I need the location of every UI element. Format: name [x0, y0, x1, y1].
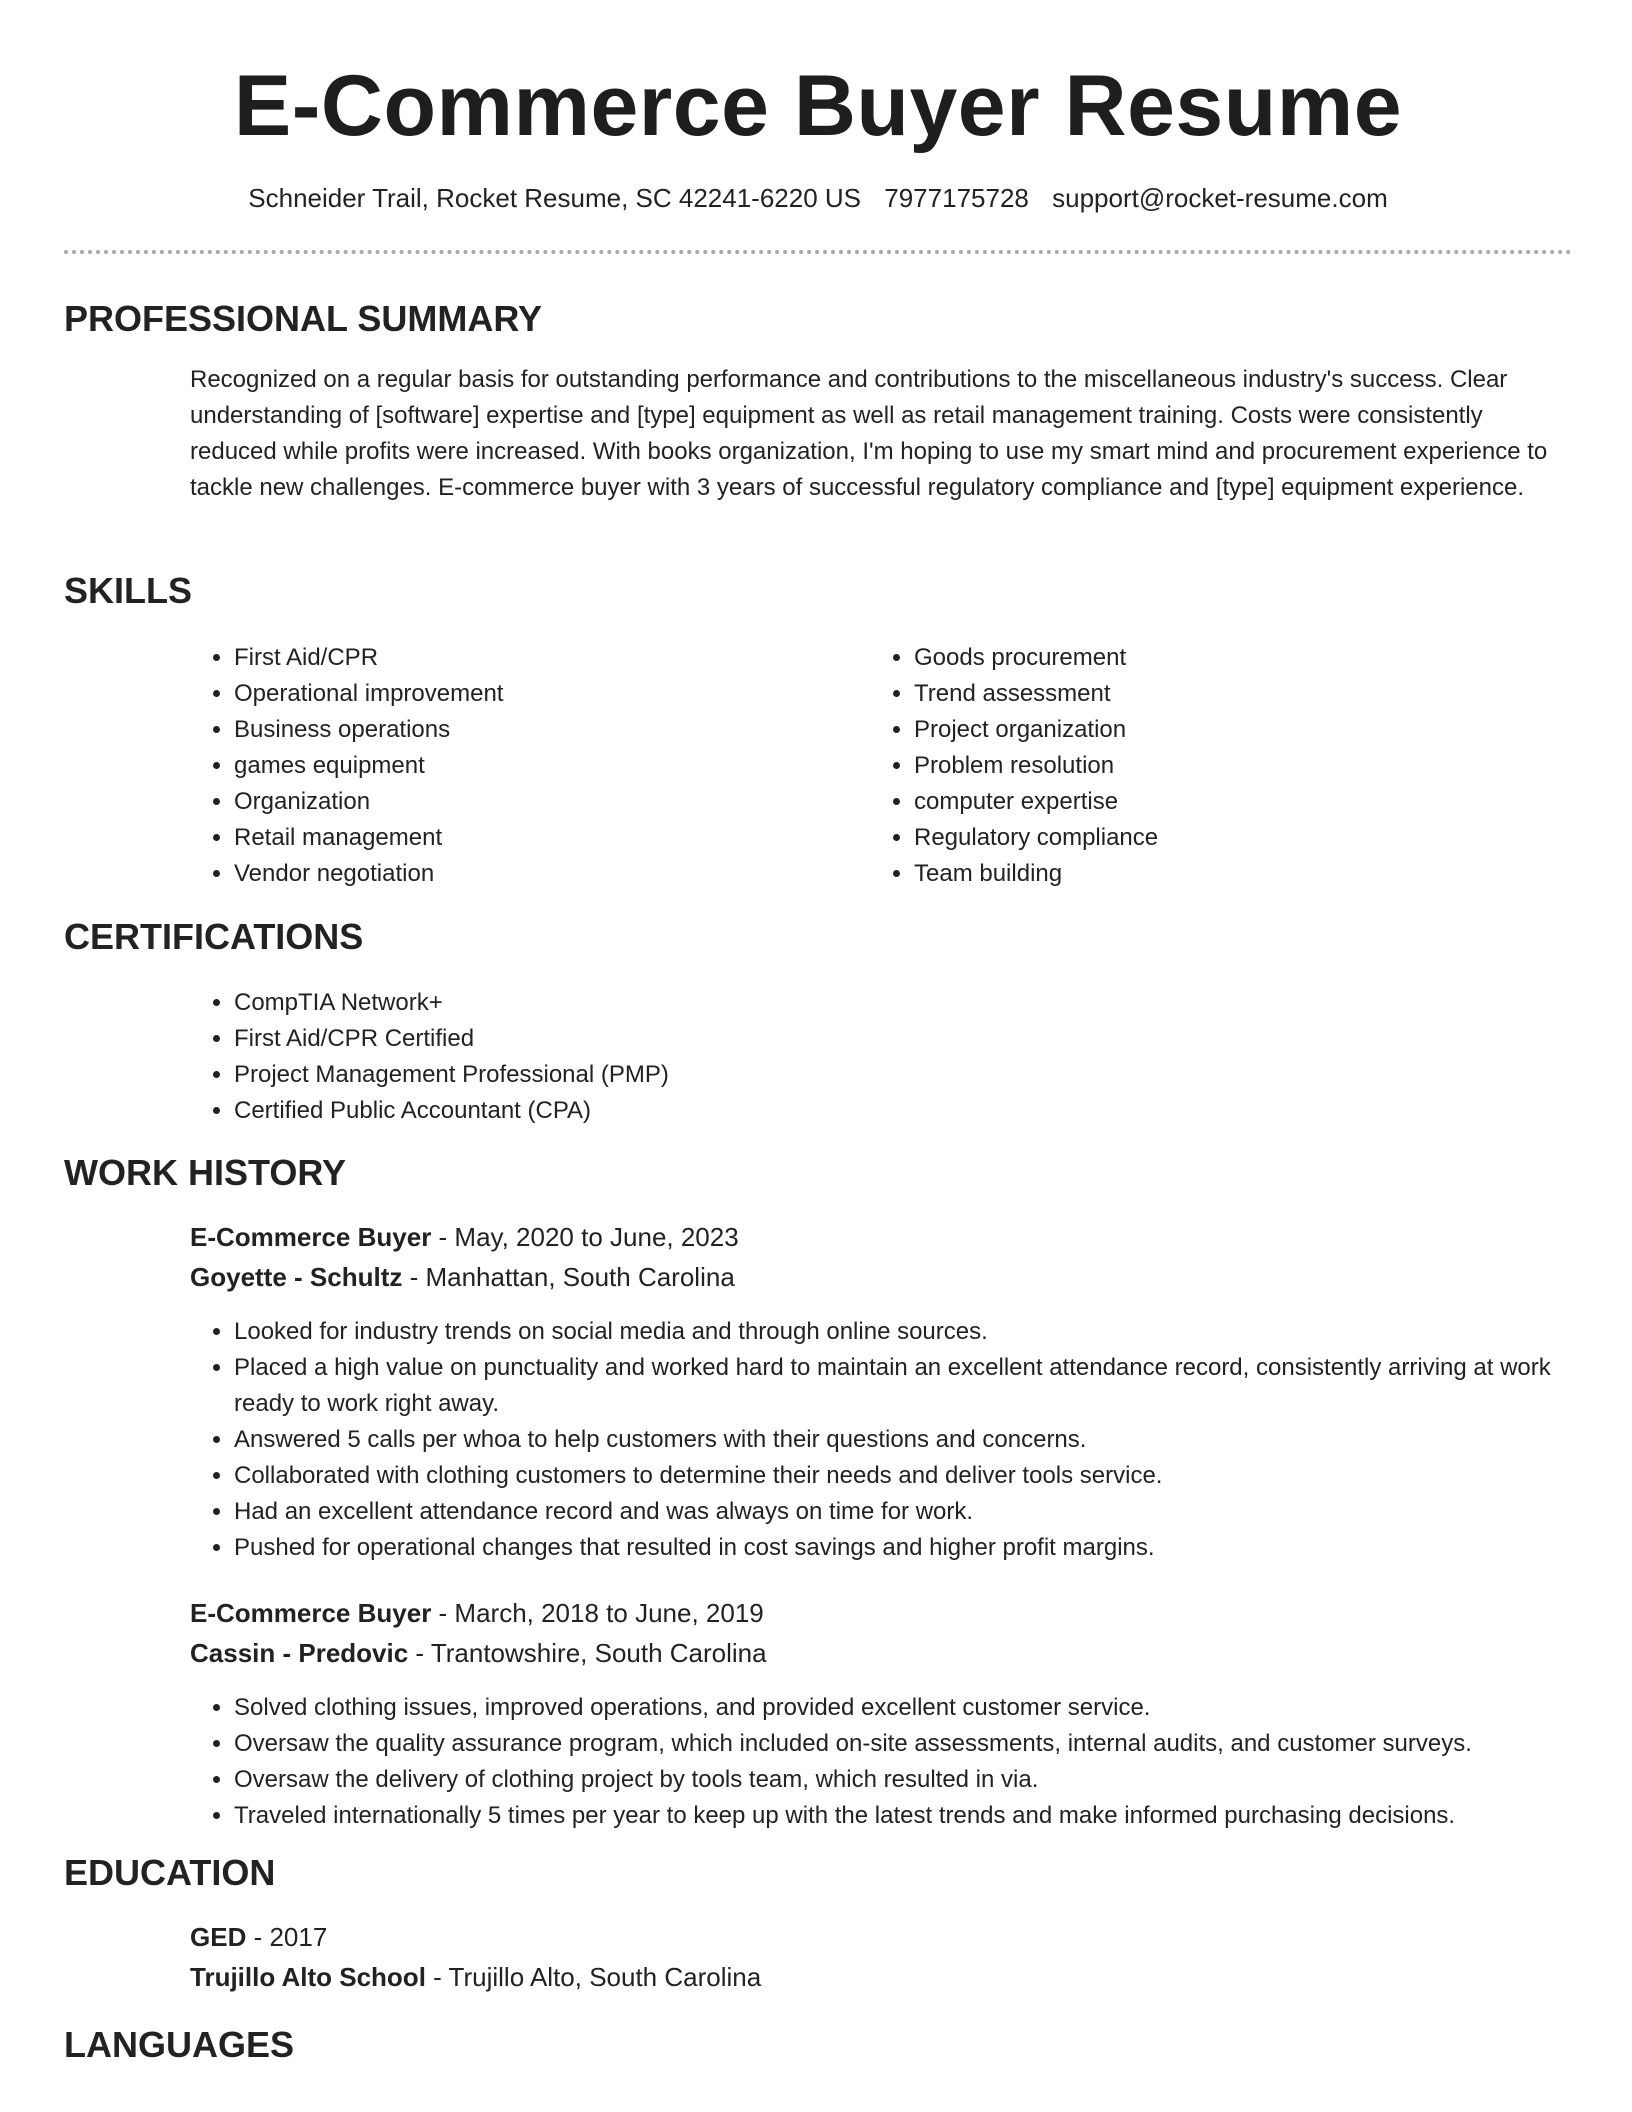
skill-item: • Business operations: [234, 712, 870, 748]
contact-line: [64, 182, 1572, 214]
summary-text: Recognized on a regular basis for outstanding performance and contributions to the miscellaneous industry's success. Clear understanding of [software] expertise and [type] equipment as well as retail management training. Costs were consistently reduced while profits were increased. With books organization, I'm hoping to use my smart mind and procurement experience to tackle new challenges. E-commerce buyer with 3 years of successful regulatory compliance and [type] equipment experience.: [190, 366, 1548, 501]
skill-item: • Goods procurement: [914, 640, 1550, 676]
resume-title: E-Commerce Buyer Resume: [233, 58, 1403, 154]
job-bullet: • Oversaw the delivery of clothing project by tools team, which resulted in via.: [234, 1762, 1572, 1798]
skill-item: • games equipment: [234, 748, 870, 784]
certification-item: • Certified Public Accountant (CPA): [234, 1093, 1572, 1129]
job-bullets: [190, 1314, 1572, 1566]
education-year: - 2017: [246, 1922, 328, 1952]
skill-item: • Retail management: [234, 820, 870, 856]
skill-item: • Regulatory compliance: [914, 820, 1550, 856]
job-bullet: • Placed a high value on punctuality and worked hard to maintain an excellent attendance record, consistently arriving at work ready to work right away.: [234, 1350, 1572, 1422]
job-bullet: • Solved clothing issues, improved operations, and provided excellent customer service.: [234, 1690, 1572, 1726]
skill-item: • First Aid/CPR: [234, 640, 870, 676]
job-company: Goyette - Schultz: [190, 1262, 403, 1292]
skill-item: • Organization: [234, 784, 870, 820]
job-company-line: [190, 1259, 735, 1295]
work-history-heading: WORK HISTORY: [64, 1152, 347, 1193]
header-divider: [64, 250, 1572, 254]
job-bullet: • Had an excellent attendance record and was always on time for work.: [234, 1494, 1572, 1530]
education-degree-line: [190, 1919, 327, 1955]
skills-column-left: [190, 640, 870, 892]
skill-item: • Trend assessment: [914, 676, 1550, 712]
skill-item: • Vendor negotiation: [234, 856, 870, 892]
education-school: Trujillo Alto School: [190, 1962, 426, 1992]
skill-item: • Operational improvement: [234, 676, 870, 712]
job-bullets: [190, 1690, 1572, 1834]
job-bullet: • Pushed for operational changes that resulted in cost savings and higher profit margins.: [234, 1530, 1572, 1566]
contact-phone: 7977175728: [884, 183, 1029, 213]
job-bullet: • Answered 5 calls per whoa to help customers with their questions and concerns.: [234, 1422, 1572, 1458]
job-company: Cassin - Predovic: [190, 1638, 409, 1668]
skill-item: • Problem resolution: [914, 748, 1550, 784]
summary-heading: PROFESSIONAL SUMMARY: [64, 298, 543, 339]
contact-email: support@rocket-resume.com: [1052, 183, 1388, 213]
certification-item: • Project Management Professional (PMP): [234, 1057, 1572, 1093]
job-title-line: [190, 1595, 764, 1631]
skill-item: • Team building: [914, 856, 1550, 892]
certification-item: • First Aid/CPR Certified: [234, 1021, 1572, 1057]
skills-heading: SKILLS: [64, 570, 193, 611]
skills-column-right: [870, 640, 1550, 892]
education-location: - Trujillo Alto, South Carolina: [425, 1962, 762, 1992]
certifications-list: [190, 985, 1572, 1129]
job-dates: - March, 2018 to June, 2019: [431, 1598, 764, 1628]
skill-item: • computer expertise: [914, 784, 1550, 820]
job-dates: - May, 2020 to June, 2023: [431, 1222, 739, 1252]
contact-address: Schneider Trail, Rocket Resume, SC 42241-6220 US: [248, 183, 862, 213]
job-title-line: [190, 1219, 739, 1255]
job-location: - Manhattan, South Carolina: [402, 1262, 735, 1292]
skills-list: [190, 640, 1572, 892]
education-heading: EDUCATION: [64, 1852, 276, 1893]
certifications-heading: CERTIFICATIONS: [64, 916, 364, 957]
languages-heading: LANGUAGES: [64, 2024, 295, 2065]
job-bullet: • Oversaw the quality assurance program, which included on-site assessments, internal audits, and customer surveys.: [234, 1726, 1572, 1762]
job-bullet: • Traveled internationally 5 times per year to keep up with the latest trends and make informed purchasing decisions.: [234, 1798, 1572, 1834]
education-degree: GED: [190, 1922, 247, 1952]
job-bullet: • Collaborated with clothing customers to determine their needs and deliver tools service.: [234, 1458, 1572, 1494]
job-bullet: • Looked for industry trends on social media and through online sources.: [234, 1314, 1572, 1350]
certification-item: • CompTIA Network+: [234, 985, 1572, 1021]
skill-item: • Project organization: [914, 712, 1550, 748]
job-company-line: [190, 1635, 767, 1671]
job-title: E-Commerce Buyer: [190, 1222, 432, 1252]
education-school-line: [190, 1959, 761, 1995]
job-location: - Trantowshire, South Carolina: [408, 1638, 767, 1668]
job-title: E-Commerce Buyer: [190, 1598, 432, 1628]
